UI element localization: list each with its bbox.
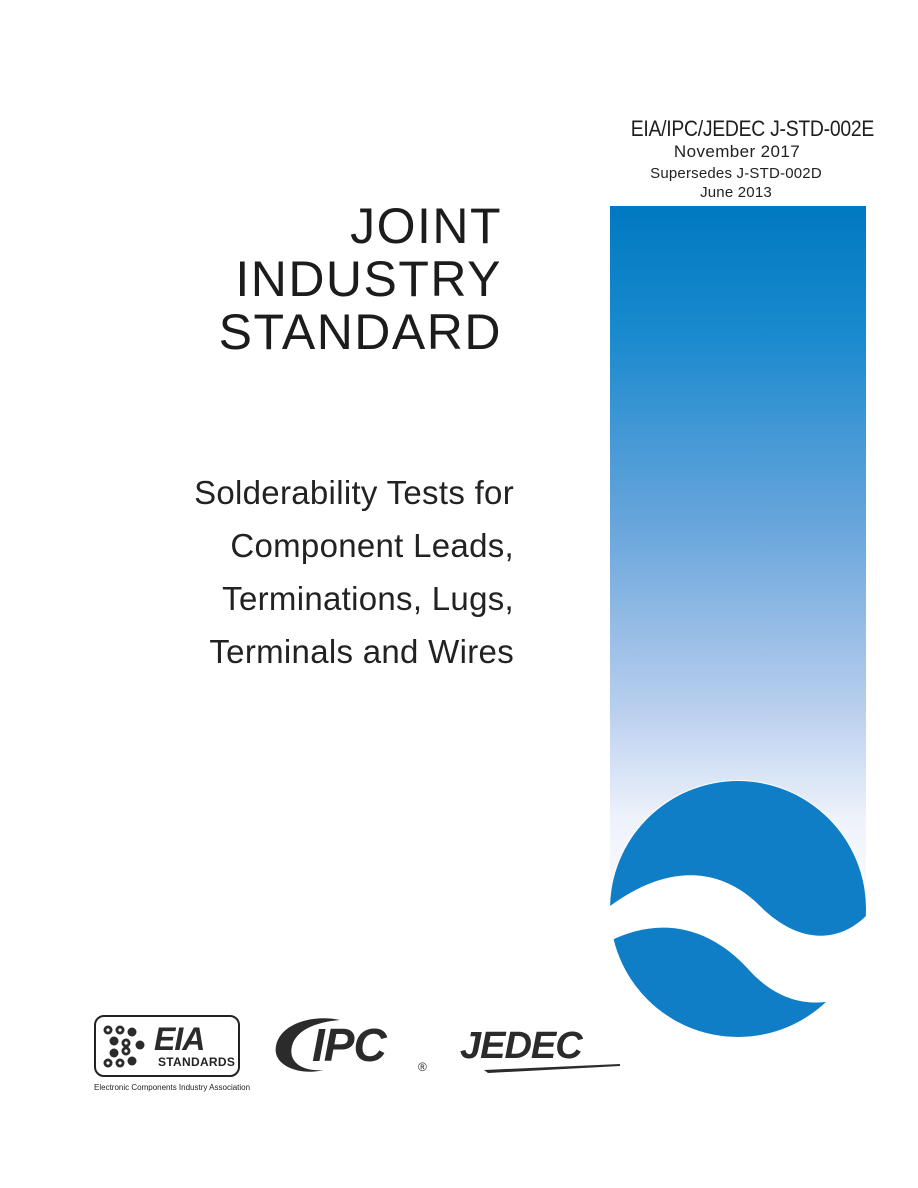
supersedes-label: Supersedes J-STD-002D: [650, 165, 822, 182]
title-line-3: STANDARD: [218, 304, 502, 360]
publisher-logos: [94, 1010, 634, 1100]
ipc-logo: [272, 1014, 432, 1078]
subtitle-line-1: Solderability Tests for: [194, 474, 514, 511]
publication-date: November 2017: [673, 142, 801, 161]
registered-mark: ®: [418, 1060, 427, 1074]
supersedes-date: June 2013: [700, 184, 772, 201]
eia-logo: [94, 1015, 240, 1077]
eia-dots-icon: [102, 1023, 152, 1069]
subtitle-line-2: Component Leads,: [230, 527, 514, 564]
eia-standards-label: STANDARDS: [158, 1055, 236, 1069]
eia-caption: Electronic Components Industry Association: [94, 1083, 251, 1092]
document-subtitle: [100, 466, 514, 678]
jedec-underline-icon: [484, 1064, 620, 1074]
ipc-mark: IPC: [312, 1019, 386, 1071]
subtitle-line-3: Terminations, Lugs,: [222, 580, 514, 617]
document-number: EIA/IPC/JEDEC J-STD-002E: [630, 116, 874, 141]
eia-mark: EIA: [154, 1021, 205, 1057]
title-line-1: JOINT: [350, 198, 502, 254]
cover-band-graphic: [610, 206, 866, 1052]
subtitle-line-4: Terminals and Wires: [209, 633, 514, 670]
jedec-mark: JEDEC: [460, 1025, 582, 1067]
title-line-2: INDUSTRY: [235, 251, 502, 307]
jedec-logo: [460, 1026, 630, 1078]
standard-title: [120, 200, 502, 359]
